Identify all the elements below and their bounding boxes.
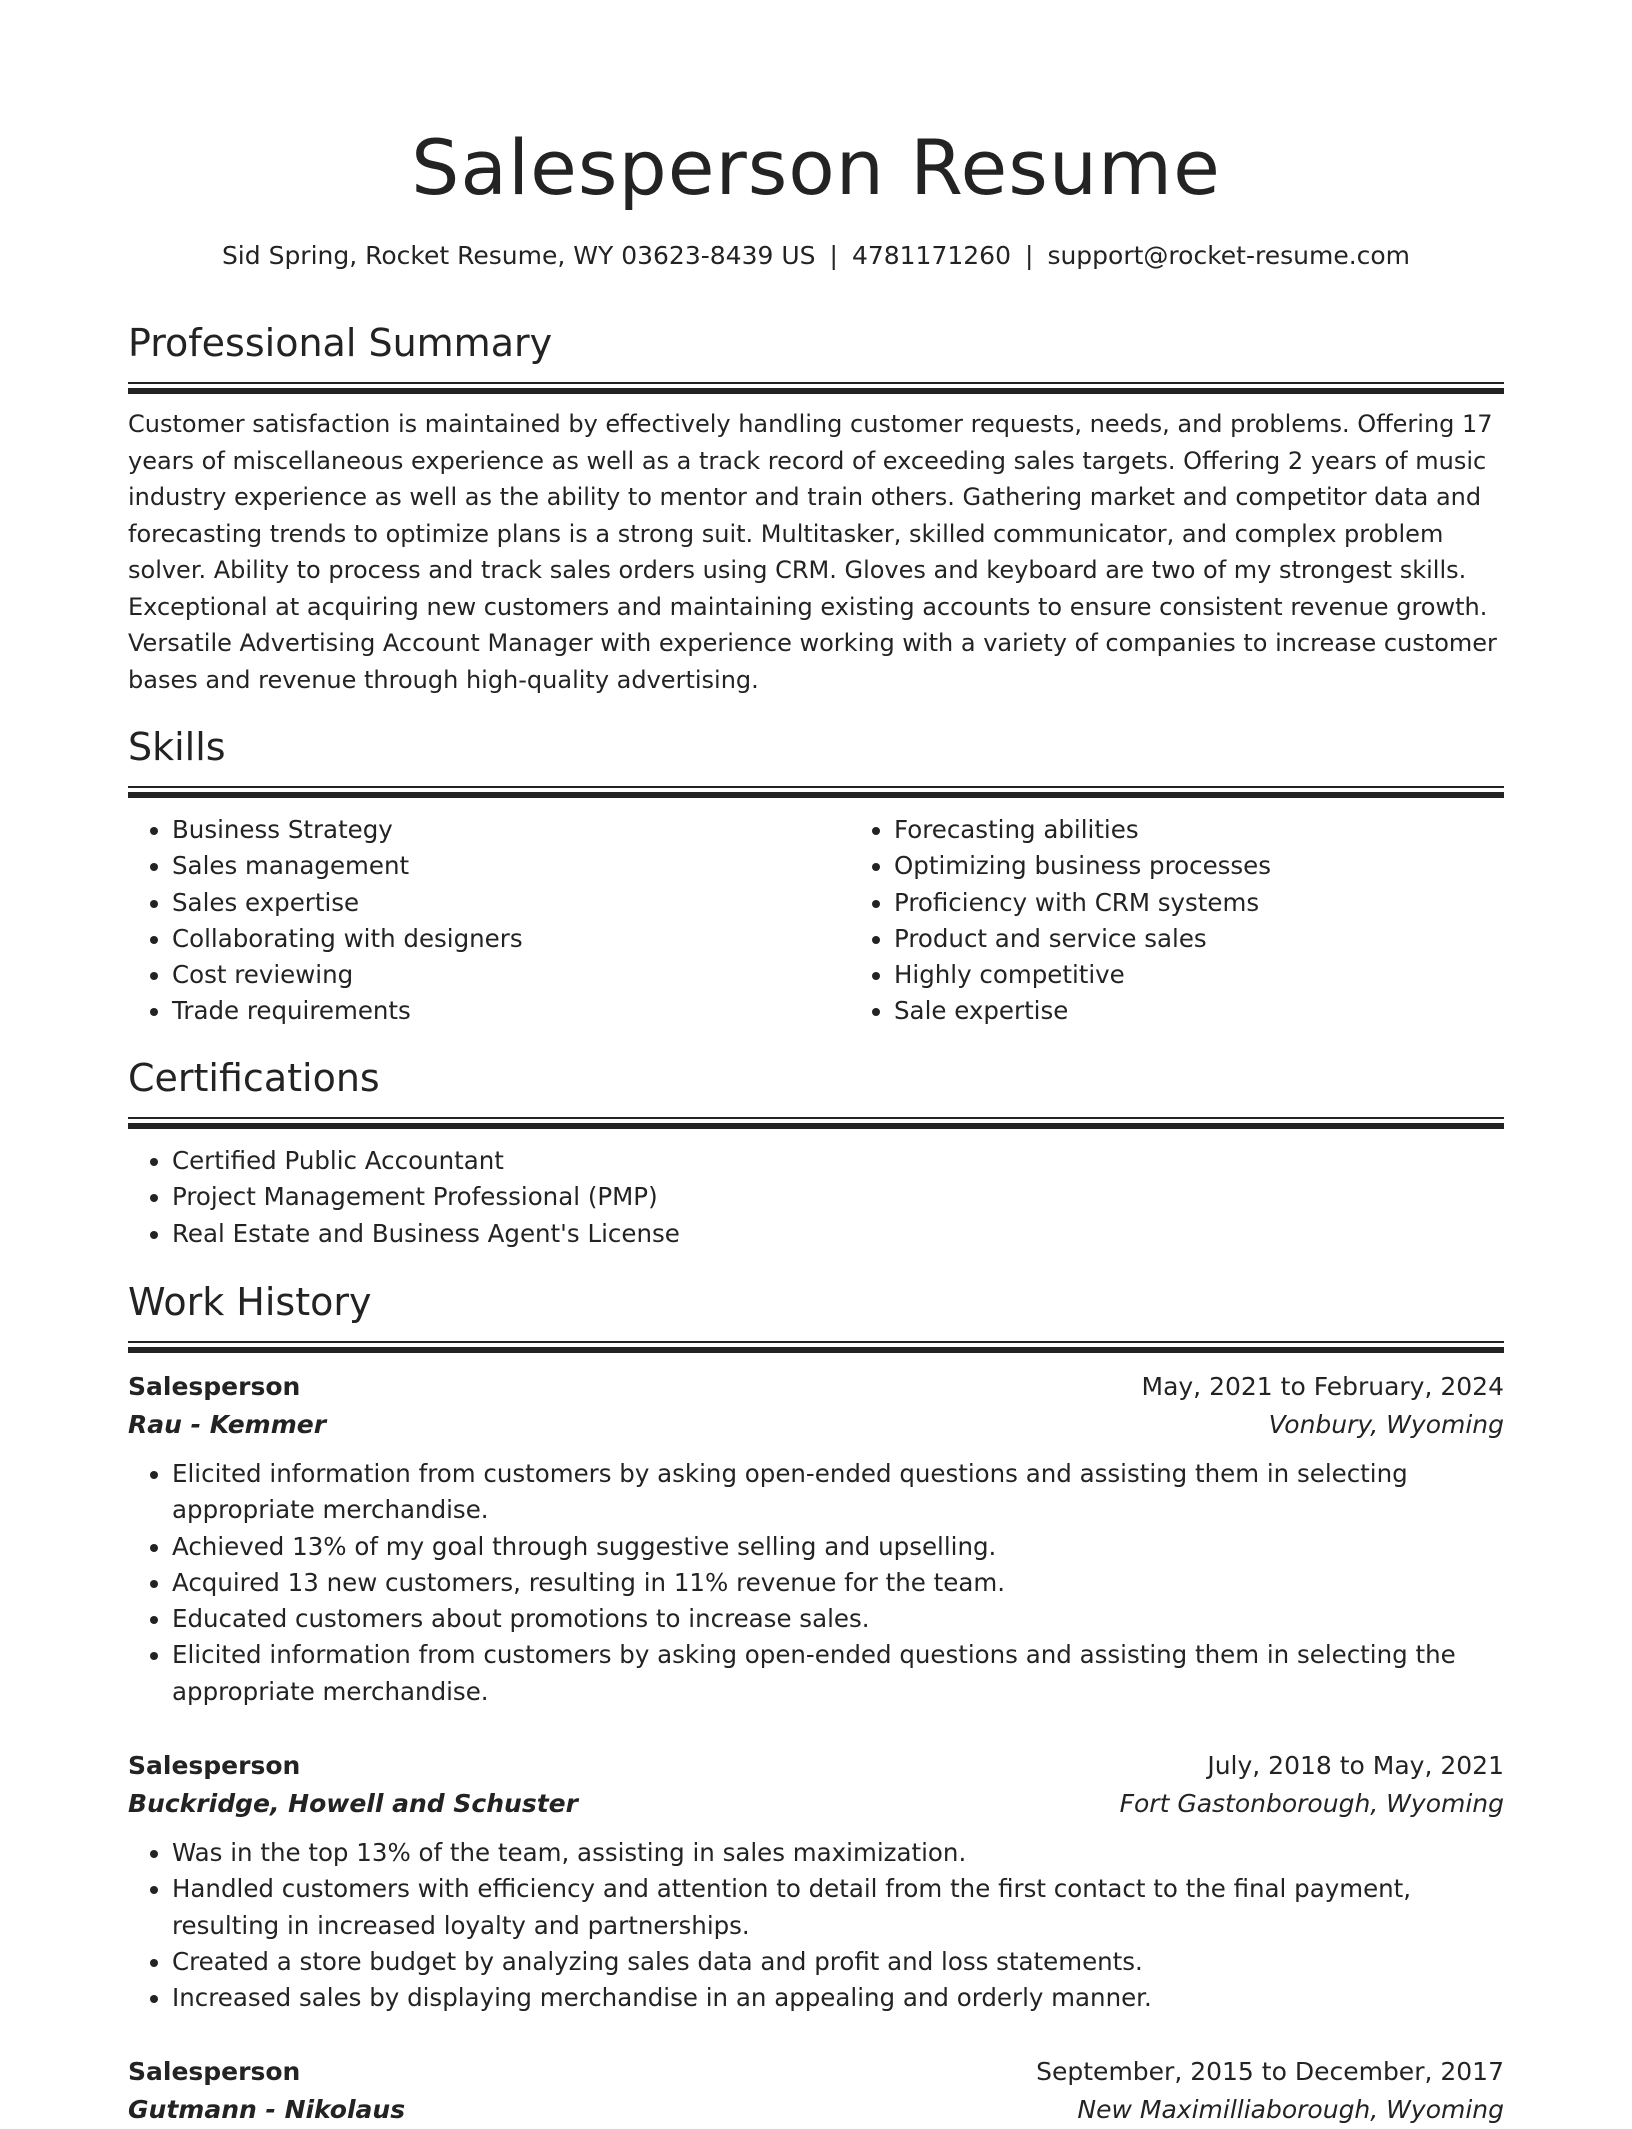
job-title: Salesperson: [128, 1372, 301, 1401]
job-duties: [128, 1456, 1504, 1710]
skill-item: • Business Strategy: [172, 812, 850, 848]
job-duty: • Elicited information from customers by asking open-ended questions and assisting them in selecting the appropriate merchandise.: [172, 1637, 1504, 1710]
skills-list-right: [850, 812, 1572, 1030]
summary-section: [128, 318, 1504, 698]
job-company: Gutmann - Nikolaus: [128, 2095, 406, 2124]
skills-heading: Skills: [128, 725, 226, 769]
section-divider: [128, 1117, 1504, 1129]
skill-item: • Optimizing business processes: [894, 848, 1572, 884]
skill-item: • Sale expertise: [894, 993, 1572, 1029]
job-entry: [128, 1747, 1504, 2016]
skill-item: • Trade requirements: [172, 993, 850, 1029]
work-history-heading: Work History: [128, 1280, 372, 1324]
job-duty: • Educated customers about promotions to increase sales.: [172, 1601, 1504, 1637]
certification-item: • Real Estate and Business Agent's License: [172, 1216, 1504, 1252]
job-dates: September, 2015 to December, 2017: [1036, 2057, 1504, 2086]
job-duty: • Increased sales by displaying merchandise in an appealing and orderly manner.: [172, 1980, 1504, 2016]
section-divider: [128, 786, 1504, 798]
skill-item: • Collaborating with designers: [172, 921, 850, 957]
job-title: Salesperson: [128, 1751, 301, 1780]
skill-item: • Proficiency with CRM systems: [894, 885, 1572, 921]
contact-line: [128, 238, 1504, 274]
contact-phone: 4781171260: [851, 241, 1011, 270]
job-company: Rau - Kemmer: [128, 1410, 327, 1439]
job-location: New Maximilliaborough, Wyoming: [1077, 2095, 1504, 2124]
summary-text: Customer satisfaction is maintained by effectively handling customer requests, needs, and problems. Offering 17 years of miscellaneous experience as well as a track record of exceeding sales targets. Offering 2 years of music industry experience as well as the ability to mentor and train others. Gathering market and competitor data and forecasting trends to optimize plans is a strong suit. Multitasker, skilled communicator, and complex problem solver. Ability to process and track sales orders using CRM. Gloves and keyboard are two of my strongest skills. Exceptional at acquiring new customers and maintaining existing accounts to ensure consistent revenue growth. Versatile Advertising Account Manager with experience working with a variety of companies to increase customer bases and revenue through high-quality advertising.: [128, 410, 1497, 694]
job-location: Vonbury, Wyoming: [1268, 1410, 1504, 1439]
skill-item: • Highly competitive: [894, 957, 1572, 993]
section-divider: [128, 1341, 1504, 1353]
contact-address: Sid Spring, Rocket Resume, WY 03623-8439 US: [221, 241, 816, 270]
certifications-list: [128, 1143, 1504, 1252]
job-title: Salesperson: [128, 2057, 301, 2086]
skill-item: • Product and service sales: [894, 921, 1572, 957]
job-duty: • Created a store budget by analyzing sales data and profit and loss statements.: [172, 1944, 1504, 1980]
job-duties: [128, 1835, 1504, 2016]
contact-separator: |: [829, 241, 838, 270]
contact-separator: |: [1025, 241, 1034, 270]
job-duty: • Achieved 13% of my goal through suggestive selling and upselling.: [172, 1529, 1504, 1565]
certification-item: • Project Management Professional (PMP): [172, 1179, 1504, 1215]
job-duty: • Handled customers with efficiency and attention to detail from the first contact to the final payment, resulting in increased loyalty and partnerships.: [172, 1871, 1504, 1944]
skill-item: • Forecasting abilities: [894, 812, 1572, 848]
skills-list-left: [128, 812, 850, 1030]
skills-section: [128, 722, 1504, 1030]
skill-item: • Sales management: [172, 848, 850, 884]
job-entry: [128, 2053, 1504, 2129]
job-duty: • Was in the top 13% of the team, assisting in sales maximization.: [172, 1835, 1504, 1871]
section-divider: [128, 382, 1504, 394]
summary-heading: Professional Summary: [128, 321, 553, 365]
skill-item: • Cost reviewing: [172, 957, 850, 993]
certification-item: • Certified Public Accountant: [172, 1143, 1504, 1179]
job-entry: [128, 1368, 1504, 1710]
job-duty: • Acquired 13 new customers, resulting in 11% revenue for the team.: [172, 1565, 1504, 1601]
certifications-section: [128, 1053, 1504, 1252]
job-dates: July, 2018 to May, 2021: [1207, 1751, 1504, 1780]
skill-item: • Sales expertise: [172, 885, 850, 921]
job-duty: • Elicited information from customers by asking open-ended questions and assisting them in selecting appropriate merchandise.: [172, 1456, 1504, 1529]
skills-columns: [128, 798, 1504, 1030]
contact-email: support@rocket-resume.com: [1047, 241, 1411, 270]
certifications-heading: Certifications: [128, 1056, 380, 1100]
work-history-section: [128, 1277, 1504, 1353]
job-dates: May, 2021 to February, 2024: [1141, 1372, 1504, 1401]
job-company: Buckridge, Howell and Schuster: [128, 1789, 578, 1818]
job-location: Fort Gastonborough, Wyoming: [1119, 1789, 1504, 1818]
resume-title: Salesperson Resume: [411, 123, 1221, 212]
